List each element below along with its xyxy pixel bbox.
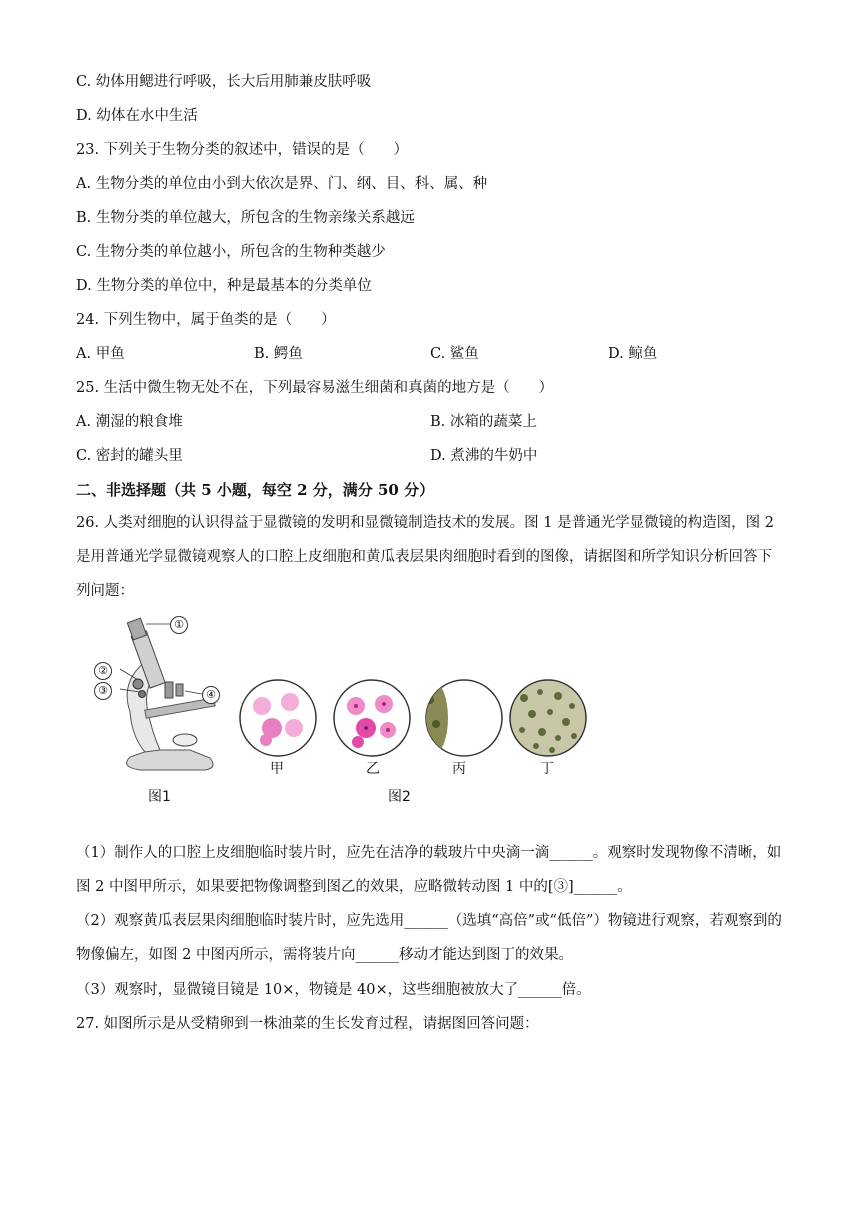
panel-jia-cells	[238, 678, 318, 758]
q26-figure	[90, 612, 590, 812]
q25-option-b: B. 冰箱的蔬菜上	[430, 414, 537, 430]
panel-yi-cells	[332, 678, 412, 758]
fig2-caption: 图2	[388, 789, 411, 805]
q23-option-c: C. 生物分类的单位越小，所包含的生物种类越少	[76, 244, 386, 260]
q23-stem: 23. 下列关于生物分类的叙述中，错误的是（ ）	[76, 142, 409, 158]
label-ding: 丁	[540, 761, 554, 777]
label-yi: 乙	[366, 761, 380, 777]
fig1-caption: 图1	[148, 789, 171, 805]
q23-option-a: A. 生物分类的单位由小到大依次是界、门、纲、目、科、属、种	[76, 176, 488, 192]
q24-option-c: C. 鲨鱼	[430, 346, 479, 362]
q26-stem: 26. 人类对细胞的认识得益于显微镜的发明和显微镜制造技术的发展。图 1 是普通光学显微镜的构造图，图 2 是用普通光学显微镜观察人的口腔上皮细胞和黄瓜表层果肉细胞时看到的图像，请据图和所学知识分析回答下列问题：	[76, 515, 774, 599]
q23-option-b: B. 生物分类的单位越大，所包含的生物亲缘关系越远	[76, 210, 415, 226]
label-jia: 甲	[270, 761, 284, 777]
marker-4: ④	[202, 686, 220, 704]
marker-1: ①	[170, 616, 188, 634]
q24-option-b: B. 鳄鱼	[254, 346, 303, 362]
q25-option-a: A. 潮湿的粮食堆	[76, 414, 183, 430]
panel-bing-cells	[424, 678, 504, 758]
section-2-heading: 二、非选择题（共 5 小题，每空 2 分，满分 50 分）	[76, 481, 435, 499]
label-bing: 丙	[452, 761, 466, 777]
q26-part-3: （3）观察时，显微镜目镜是 10×，物镜是 40×，这些细胞被放大了______倍。	[76, 982, 591, 998]
q25-stem: 25. 生活中微生物无处不在，下列最容易滋生细菌和真菌的地方是（ ）	[76, 380, 554, 396]
marker-2: ②	[94, 662, 112, 680]
q24-stem: 24. 下列生物中，属于鱼类的是（ ）	[76, 312, 336, 328]
q22-option-d: D. 幼体在水中生活	[76, 108, 198, 124]
panel-ding-cells	[508, 678, 588, 758]
q23-option-d: D. 生物分类的单位中，种是最基本的分类单位	[76, 278, 372, 294]
q24-option-d: D. 鲸鱼	[608, 346, 658, 362]
q26-part-2: （2）观察黄瓜表层果肉细胞临时装片时，应先选用______（选填“高倍”或“低倍”）物镜进行观察，若观察到的物像偏左，如图 2 中图丙所示，需将装片向______移动才能达到图丁的效果。	[76, 913, 782, 963]
q27-stem: 27. 如图所示是从受精卵到一株油菜的生长发育过程，请据图回答问题：	[76, 1016, 539, 1032]
q22-option-c: C. 幼体用鳃进行呼吸，长大后用肺兼皮肤呼吸	[76, 74, 372, 90]
q26-part-1: （1）制作人的口腔上皮细胞临时装片时，应先在洁净的载玻片中央滴一滴______。观察时发现物像不清晰，如图 2 中图甲所示，如果要把物像调整到图乙的效果，应略微转动图 1 中的[③]______。	[76, 845, 782, 895]
q24-option-a: A. 甲鱼	[76, 346, 125, 362]
q25-option-c: C. 密封的罐头里	[76, 448, 183, 464]
marker-3: ③	[94, 682, 112, 700]
q25-option-d: D. 煮沸的牛奶中	[430, 448, 538, 464]
